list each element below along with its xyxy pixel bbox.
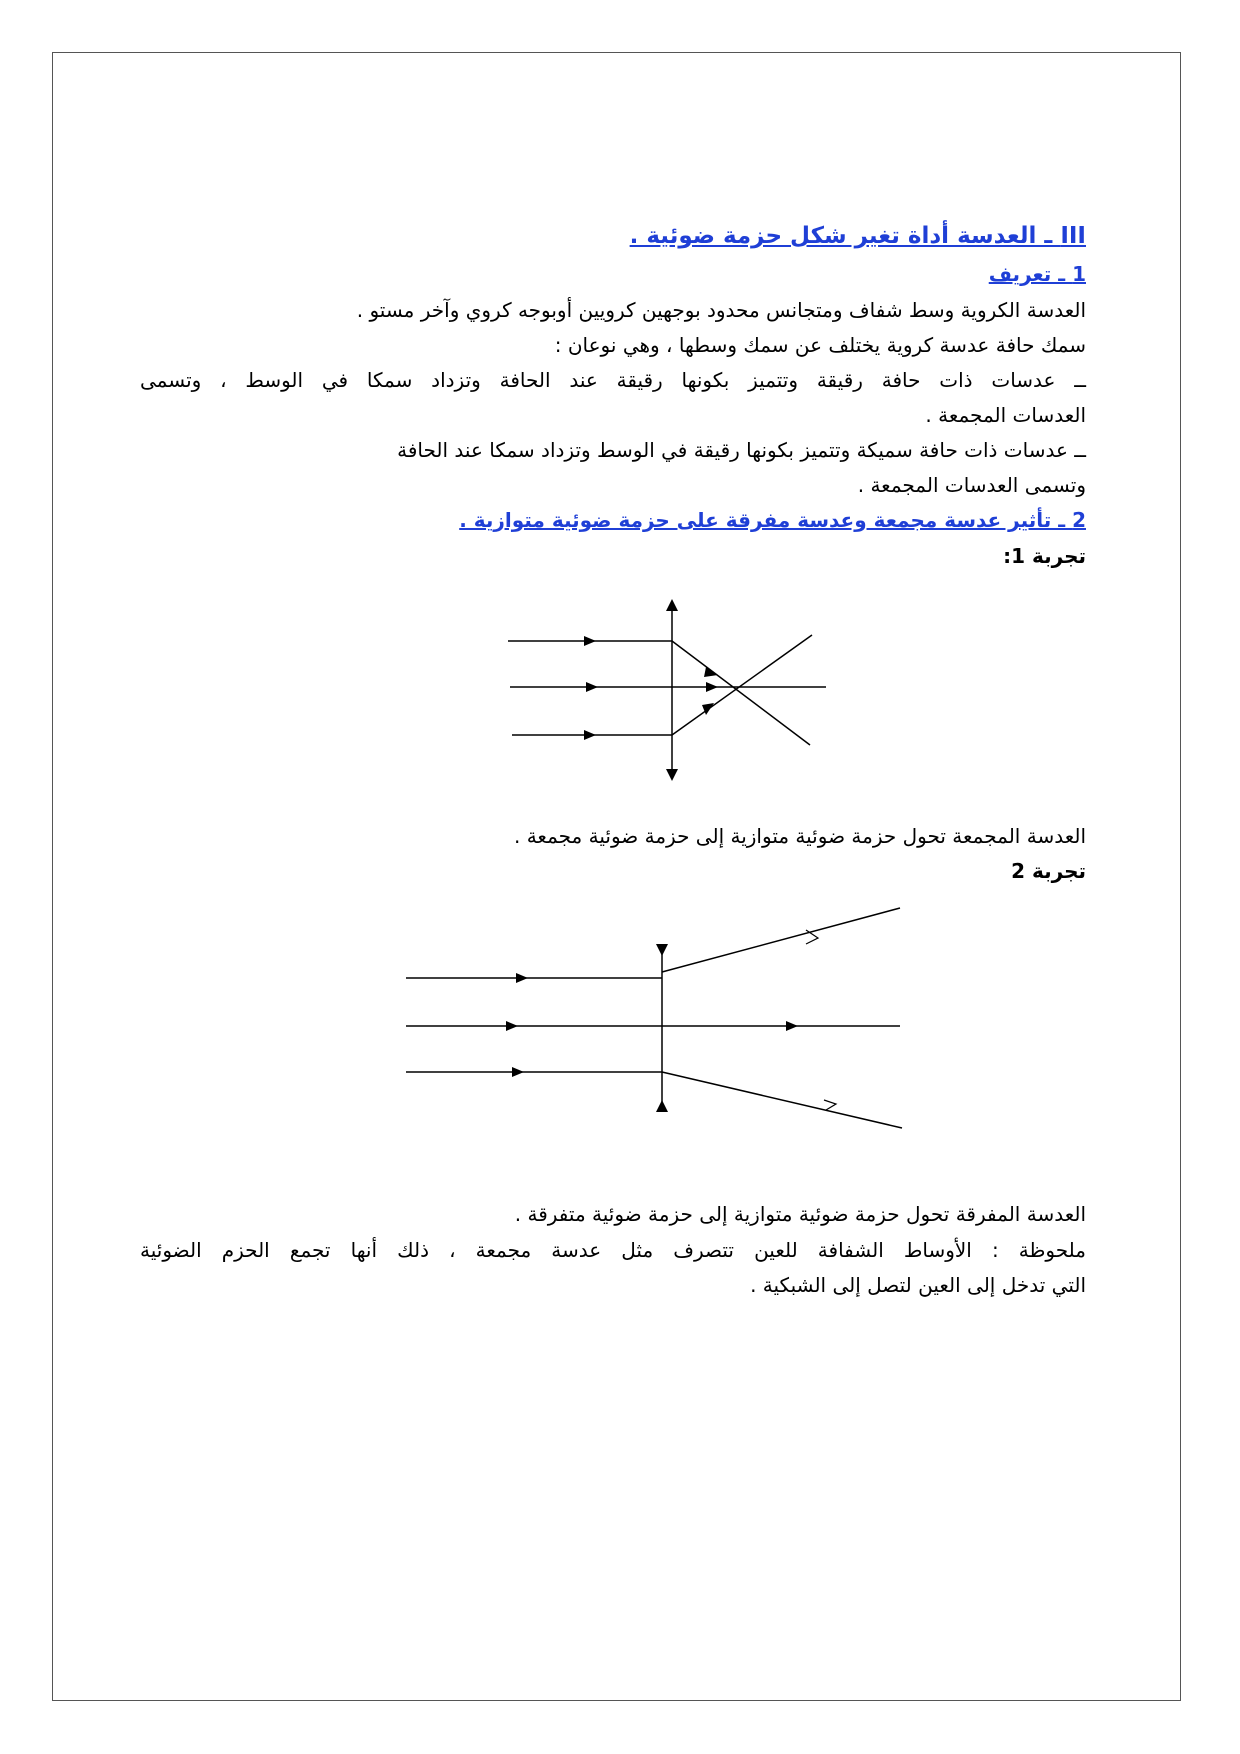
ray-arrow — [706, 682, 718, 692]
ray-arrow — [786, 1021, 798, 1031]
ray-arrow — [512, 1067, 524, 1077]
document-body — [140, 0, 1086, 1754]
converging-lens-diagram — [500, 595, 830, 785]
experiment1-result: العدسة المجمعة تحول حزمة ضوئية متوازية إلى حزمة ضوئية مجمعة . — [513, 824, 1086, 848]
refracted-ray-top — [662, 908, 900, 972]
definition-line-4: العدسات المجمعة . — [925, 403, 1086, 427]
lens-arrow-bottom — [656, 1100, 668, 1112]
lens-arrow-top — [666, 599, 678, 611]
ray-arrow — [704, 667, 718, 677]
ray-arrow — [516, 973, 528, 983]
ray-arrow — [584, 636, 596, 646]
note-line-1: ملحوظة : الأوساط الشفافة للعين تتصرف مثل عدسة مجمعة ، ذلك أنها تجمع الحزم الضوئية — [140, 1238, 1086, 1262]
refracted-ray-top — [672, 641, 810, 745]
definition-line-6: وتسمى العدسات المجمعة . — [857, 473, 1086, 497]
definition-line-1: العدسة الكروية وسط شفاف ومتجانس محدود بوجهين كرويين أوبوجه كروي وآخر مستو . — [356, 298, 1086, 322]
ray-arrow — [586, 682, 598, 692]
lens-arrow-top — [656, 944, 668, 956]
ray-arrow — [584, 730, 596, 740]
effect-heading: 2 ـ تأثير عدسة مجمعة وعدسة مفرقة على حزمة ضوئية متوازية . — [459, 508, 1086, 532]
definition-line-5: ــ عدسات ذات حافة سميكة وتتميز بكونها رقيقة في الوسط وتزداد سمكا عند الحافة — [397, 438, 1086, 462]
note-line-2: التي تدخل إلى العين لتصل إلى الشبكية . — [750, 1273, 1086, 1297]
definition-line-2: سمك حافة عدسة كروية يختلف عن سمك وسطها ، وهي نوعان : — [554, 333, 1086, 357]
ray-arrow — [824, 1100, 836, 1110]
experiment2-label: تجربة 2 — [1011, 859, 1086, 883]
definition-line-3: ــ عدسات ذات حافة رقيقة وتتميز بكونها رقيقة عند الحافة وتزداد سمكا في الوسط ، وتسمى — [140, 368, 1086, 392]
diverging-lens-diagram — [400, 900, 910, 1135]
definition-heading: 1 ـ تعريف — [988, 262, 1086, 286]
experiment1-label: تجربة 1: — [1003, 544, 1086, 568]
lens-arrow-bottom — [666, 769, 678, 781]
refracted-ray-bottom — [662, 1072, 902, 1128]
ray-arrow — [506, 1021, 518, 1031]
refracted-ray-bottom — [672, 635, 812, 735]
section-title: III ـ العدسة أداة تغير شكل حزمة ضوئية . — [629, 223, 1086, 249]
experiment2-result: العدسة المفرقة تحول حزمة ضوئية متوازية إلى حزمة ضوئية متفرقة . — [514, 1202, 1086, 1226]
